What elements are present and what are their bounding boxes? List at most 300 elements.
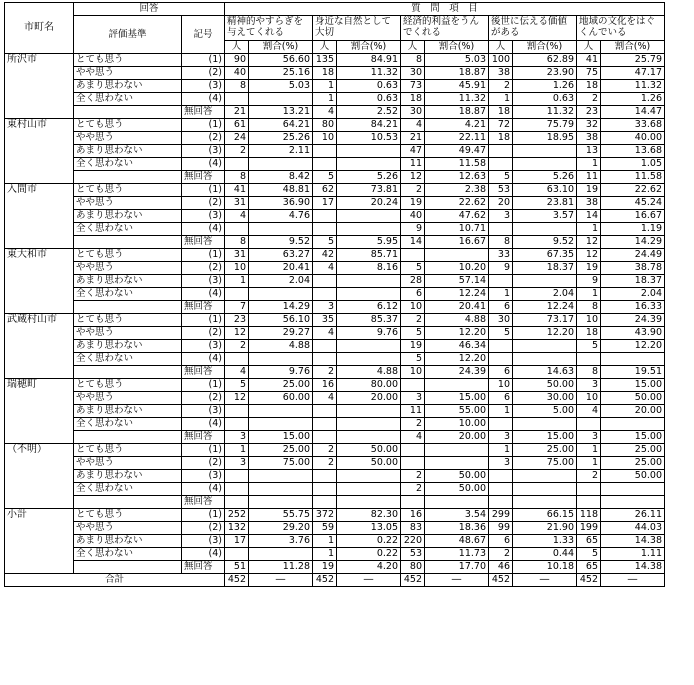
people-cell: 12 bbox=[577, 235, 601, 248]
total-people-cell: 452 bbox=[577, 573, 601, 586]
people-cell: 5 bbox=[577, 547, 601, 560]
ratio-cell: 25.00 bbox=[601, 443, 665, 456]
question-header-5: 地域の文化をはぐくんでいる bbox=[577, 16, 665, 41]
table-row bbox=[5, 118, 665, 131]
people-cell: 17 bbox=[313, 196, 337, 209]
survey-table-sheet bbox=[4, 2, 665, 587]
symbol-cell: 無回答 bbox=[182, 560, 225, 573]
people-cell: 372 bbox=[313, 508, 337, 521]
ratio-cell: 2.04 bbox=[513, 287, 577, 300]
ratio-subheader: 割合(%) bbox=[425, 40, 489, 53]
people-cell: 3 bbox=[225, 430, 249, 443]
ratio-cell: 80.00 bbox=[337, 378, 401, 391]
people-cell: 6 bbox=[489, 534, 513, 547]
ratio-cell: 50.00 bbox=[425, 482, 489, 495]
ratio-cell bbox=[513, 222, 577, 235]
symbol-cell: (1) bbox=[182, 443, 225, 456]
ratio-cell: 0.63 bbox=[337, 79, 401, 92]
ratio-cell bbox=[513, 274, 577, 287]
people-cell: 10 bbox=[577, 391, 601, 404]
symbol-cell: 無回答 bbox=[182, 235, 225, 248]
people-cell: 12 bbox=[225, 391, 249, 404]
criteria-label bbox=[74, 235, 182, 248]
ratio-cell bbox=[513, 482, 577, 495]
ratio-cell: 12.24 bbox=[425, 287, 489, 300]
people-cell: 18 bbox=[401, 92, 425, 105]
total-label: 合計 bbox=[5, 573, 225, 586]
table-row bbox=[5, 443, 665, 456]
people-cell: 1 bbox=[577, 443, 601, 456]
ratio-cell: 66.15 bbox=[513, 508, 577, 521]
people-cell bbox=[401, 378, 425, 391]
people-cell: 3 bbox=[313, 300, 337, 313]
people-cell: 118 bbox=[577, 508, 601, 521]
people-cell: 1 bbox=[313, 92, 337, 105]
table-row bbox=[5, 261, 665, 274]
ratio-cell: 15.00 bbox=[513, 430, 577, 443]
criteria-label: あまり思わない bbox=[74, 339, 182, 352]
total-people-cell: 452 bbox=[225, 573, 249, 586]
ratio-cell: 4.88 bbox=[337, 365, 401, 378]
people-cell: 23 bbox=[225, 313, 249, 326]
criteria-label: とても思う bbox=[74, 443, 182, 456]
people-cell: 1 bbox=[489, 404, 513, 417]
table-row bbox=[5, 339, 665, 352]
city-column-header: 市町名 bbox=[5, 3, 74, 54]
ratio-cell: 4.21 bbox=[425, 118, 489, 131]
people-cell: 10 bbox=[401, 300, 425, 313]
people-cell bbox=[489, 274, 513, 287]
ratio-cell: 49.47 bbox=[425, 144, 489, 157]
ratio-cell: 45.24 bbox=[601, 196, 665, 209]
ratio-cell: 9.76 bbox=[249, 365, 313, 378]
criteria-label bbox=[74, 560, 182, 573]
people-cell bbox=[401, 443, 425, 456]
ratio-cell: 1.26 bbox=[513, 79, 577, 92]
criteria-label: とても思う bbox=[74, 378, 182, 391]
people-cell bbox=[313, 339, 337, 352]
people-cell: 1 bbox=[489, 443, 513, 456]
ratio-cell bbox=[513, 495, 577, 508]
symbol-cell: (4) bbox=[182, 222, 225, 235]
people-cell: 59 bbox=[313, 521, 337, 534]
ratio-cell: 2.04 bbox=[249, 274, 313, 287]
criteria-label: あまり思わない bbox=[74, 534, 182, 547]
ratio-cell bbox=[337, 222, 401, 235]
table-row bbox=[5, 365, 665, 378]
people-cell bbox=[577, 495, 601, 508]
ratio-cell: 15.00 bbox=[601, 430, 665, 443]
people-cell: 199 bbox=[577, 521, 601, 534]
people-cell: 10 bbox=[225, 261, 249, 274]
ratio-cell bbox=[249, 482, 313, 495]
ratio-cell: 1.26 bbox=[601, 92, 665, 105]
symbol-cell: (3) bbox=[182, 79, 225, 92]
ratio-cell: 36.90 bbox=[249, 196, 313, 209]
ratio-cell: 13.05 bbox=[337, 521, 401, 534]
criteria-label: とても思う bbox=[74, 183, 182, 196]
table-row bbox=[5, 196, 665, 209]
ratio-cell: 1.19 bbox=[601, 222, 665, 235]
table-row bbox=[5, 313, 665, 326]
ratio-cell: 25.00 bbox=[513, 443, 577, 456]
symbol-cell: (3) bbox=[182, 209, 225, 222]
ratio-cell: 9.52 bbox=[513, 235, 577, 248]
people-cell bbox=[401, 248, 425, 261]
ratio-cell: 5.03 bbox=[249, 79, 313, 92]
table-row bbox=[5, 235, 665, 248]
people-cell: 53 bbox=[401, 547, 425, 560]
people-cell: 2 bbox=[313, 365, 337, 378]
symbol-cell: (4) bbox=[182, 352, 225, 365]
people-cell: 5 bbox=[401, 326, 425, 339]
people-cell: 24 bbox=[225, 131, 249, 144]
people-cell: 2 bbox=[489, 547, 513, 560]
ratio-cell: 5.00 bbox=[513, 404, 577, 417]
people-cell: 5 bbox=[225, 378, 249, 391]
symbol-cell: (2) bbox=[182, 196, 225, 209]
table-row bbox=[5, 534, 665, 547]
ratio-cell: 17.70 bbox=[425, 560, 489, 573]
ratio-cell bbox=[337, 287, 401, 300]
people-cell: 2 bbox=[401, 417, 425, 430]
people-cell bbox=[489, 352, 513, 365]
ratio-cell: 84.91 bbox=[337, 53, 401, 66]
criteria-label: あまり思わない bbox=[74, 144, 182, 157]
people-cell: 30 bbox=[489, 313, 513, 326]
ratio-cell: 22.62 bbox=[601, 183, 665, 196]
table-row bbox=[5, 157, 665, 170]
people-cell: 1 bbox=[577, 222, 601, 235]
symbol-cell: 無回答 bbox=[182, 365, 225, 378]
people-cell: 10 bbox=[489, 378, 513, 391]
people-cell bbox=[313, 209, 337, 222]
people-cell: 4 bbox=[313, 261, 337, 274]
people-cell bbox=[313, 157, 337, 170]
people-cell bbox=[401, 456, 425, 469]
people-cell: 14 bbox=[401, 235, 425, 248]
people-cell: 30 bbox=[401, 105, 425, 118]
ratio-cell: 0.22 bbox=[337, 547, 401, 560]
symbol-cell: 無回答 bbox=[182, 300, 225, 313]
people-cell: 46 bbox=[489, 560, 513, 573]
people-cell bbox=[313, 482, 337, 495]
ratio-cell bbox=[513, 469, 577, 482]
ratio-subheader: 割合(%) bbox=[337, 40, 401, 53]
total-people-cell: 452 bbox=[489, 573, 513, 586]
ratio-cell bbox=[513, 144, 577, 157]
table-row bbox=[5, 105, 665, 118]
ratio-cell: 75.79 bbox=[513, 118, 577, 131]
symbol-cell: (4) bbox=[182, 92, 225, 105]
ratio-cell: 43.90 bbox=[601, 326, 665, 339]
people-cell: 4 bbox=[225, 209, 249, 222]
people-cell: 53 bbox=[489, 183, 513, 196]
people-cell: 2 bbox=[401, 469, 425, 482]
ratio-cell bbox=[249, 92, 313, 105]
symbol-cell: (4) bbox=[182, 287, 225, 300]
people-cell bbox=[489, 222, 513, 235]
people-cell: 28 bbox=[401, 274, 425, 287]
people-subheader: 人 bbox=[577, 40, 601, 53]
people-cell: 17 bbox=[225, 534, 249, 547]
people-cell: 4 bbox=[313, 105, 337, 118]
symbol-cell: (1) bbox=[182, 53, 225, 66]
symbol-cell: (3) bbox=[182, 469, 225, 482]
people-cell: 1 bbox=[313, 534, 337, 547]
ratio-cell bbox=[337, 274, 401, 287]
ratio-cell bbox=[337, 144, 401, 157]
table-row bbox=[5, 92, 665, 105]
symbol-cell: (1) bbox=[182, 508, 225, 521]
ratio-cell: 75.00 bbox=[249, 456, 313, 469]
ratio-cell: 55.00 bbox=[425, 404, 489, 417]
table-row bbox=[5, 391, 665, 404]
ratio-cell: 22.11 bbox=[425, 131, 489, 144]
people-cell: 18 bbox=[577, 79, 601, 92]
people-cell: 299 bbox=[489, 508, 513, 521]
table-row bbox=[5, 79, 665, 92]
people-cell bbox=[225, 222, 249, 235]
ratio-cell: 11.58 bbox=[601, 170, 665, 183]
symbol-cell: (3) bbox=[182, 404, 225, 417]
people-cell: 19 bbox=[313, 560, 337, 573]
criteria-label: とても思う bbox=[74, 248, 182, 261]
criteria-label: やや思う bbox=[74, 196, 182, 209]
ratio-cell: 11.32 bbox=[601, 79, 665, 92]
people-cell: 31 bbox=[225, 196, 249, 209]
ratio-cell: 16.33 bbox=[601, 300, 665, 313]
ratio-cell: 6.12 bbox=[337, 300, 401, 313]
table-row bbox=[5, 300, 665, 313]
ratio-cell bbox=[249, 417, 313, 430]
ratio-cell bbox=[337, 157, 401, 170]
people-cell: 2 bbox=[401, 313, 425, 326]
city-name: 東村山市 bbox=[5, 118, 74, 183]
table-row bbox=[5, 469, 665, 482]
people-cell bbox=[225, 287, 249, 300]
people-cell: 8 bbox=[401, 53, 425, 66]
people-cell: 9 bbox=[401, 222, 425, 235]
ratio-cell: 50.00 bbox=[601, 469, 665, 482]
table-row bbox=[5, 521, 665, 534]
people-cell bbox=[489, 339, 513, 352]
ratio-cell: 25.16 bbox=[249, 66, 313, 79]
ratio-cell: 5.26 bbox=[337, 170, 401, 183]
ratio-cell bbox=[337, 209, 401, 222]
people-cell: 100 bbox=[489, 53, 513, 66]
ratio-cell: 85.71 bbox=[337, 248, 401, 261]
criteria-label: やや思う bbox=[74, 521, 182, 534]
criteria-label: 全く思わない bbox=[74, 92, 182, 105]
ratio-cell: 29.20 bbox=[249, 521, 313, 534]
criteria-label: とても思う bbox=[74, 118, 182, 131]
criteria-label: 全く思わない bbox=[74, 417, 182, 430]
people-cell bbox=[313, 144, 337, 157]
symbol-cell: (3) bbox=[182, 144, 225, 157]
ratio-cell bbox=[425, 456, 489, 469]
people-cell bbox=[489, 469, 513, 482]
ratio-cell bbox=[337, 404, 401, 417]
ratio-cell: 10.18 bbox=[513, 560, 577, 573]
people-cell: 6 bbox=[401, 287, 425, 300]
people-cell: 83 bbox=[401, 521, 425, 534]
ratio-cell bbox=[249, 352, 313, 365]
total-row bbox=[5, 573, 665, 586]
people-cell: 9 bbox=[577, 274, 601, 287]
symbol-cell: (4) bbox=[182, 417, 225, 430]
people-cell bbox=[225, 417, 249, 430]
symbol-cell: (2) bbox=[182, 261, 225, 274]
criteria-label: 全く思わない bbox=[74, 547, 182, 560]
people-cell: 8 bbox=[489, 235, 513, 248]
ratio-cell: 84.21 bbox=[337, 118, 401, 131]
ratio-cell: 9.52 bbox=[249, 235, 313, 248]
table-row bbox=[5, 456, 665, 469]
criteria-label: とても思う bbox=[74, 53, 182, 66]
criteria-label: あまり思わない bbox=[74, 274, 182, 287]
people-cell bbox=[313, 404, 337, 417]
people-cell bbox=[225, 352, 249, 365]
ratio-cell bbox=[249, 157, 313, 170]
people-cell: 3 bbox=[489, 209, 513, 222]
survey-table bbox=[4, 2, 665, 587]
ratio-cell: 14.38 bbox=[601, 534, 665, 547]
ratio-cell: 50.00 bbox=[337, 443, 401, 456]
ratio-cell: 22.62 bbox=[425, 196, 489, 209]
people-cell: 12 bbox=[225, 326, 249, 339]
ratio-cell: 2.52 bbox=[337, 105, 401, 118]
ratio-cell: 46.34 bbox=[425, 339, 489, 352]
people-cell: 11 bbox=[401, 157, 425, 170]
people-cell bbox=[489, 157, 513, 170]
ratio-cell bbox=[425, 495, 489, 508]
ratio-cell: 29.27 bbox=[249, 326, 313, 339]
ratio-cell: 26.11 bbox=[601, 508, 665, 521]
people-cell: 4 bbox=[401, 430, 425, 443]
people-cell: 135 bbox=[313, 53, 337, 66]
people-cell: 38 bbox=[489, 66, 513, 79]
people-cell: 2 bbox=[401, 183, 425, 196]
ratio-cell: 50.00 bbox=[425, 469, 489, 482]
people-cell: 5 bbox=[313, 170, 337, 183]
people-cell: 2 bbox=[313, 443, 337, 456]
table-row bbox=[5, 183, 665, 196]
people-cell: 21 bbox=[401, 131, 425, 144]
ratio-cell: 67.35 bbox=[513, 248, 577, 261]
total-ratio-cell: ― bbox=[425, 573, 489, 586]
ratio-subheader: 割合(%) bbox=[513, 40, 577, 53]
ratio-cell: 63.27 bbox=[249, 248, 313, 261]
people-cell: 8 bbox=[577, 365, 601, 378]
criteria-label: 全く思わない bbox=[74, 157, 182, 170]
people-cell: 9 bbox=[489, 261, 513, 274]
symbol-cell: (1) bbox=[182, 118, 225, 131]
answer-header: 回答 bbox=[74, 3, 225, 16]
criteria-label bbox=[74, 430, 182, 443]
symbol-cell: (1) bbox=[182, 183, 225, 196]
ratio-cell: 62.89 bbox=[513, 53, 577, 66]
ratio-cell: 5.95 bbox=[337, 235, 401, 248]
symbol-cell: 無回答 bbox=[182, 170, 225, 183]
ratio-cell: 64.21 bbox=[249, 118, 313, 131]
symbol-cell: (4) bbox=[182, 157, 225, 170]
people-cell bbox=[225, 469, 249, 482]
ratio-cell bbox=[425, 443, 489, 456]
people-cell bbox=[401, 495, 425, 508]
ratio-cell: 2.11 bbox=[249, 144, 313, 157]
ratio-cell: 16.67 bbox=[601, 209, 665, 222]
symbol-cell: (2) bbox=[182, 456, 225, 469]
criteria-label: とても思う bbox=[74, 508, 182, 521]
people-cell: 1 bbox=[225, 443, 249, 456]
people-cell bbox=[313, 274, 337, 287]
ratio-cell: 50.00 bbox=[513, 378, 577, 391]
symbol-cell: (1) bbox=[182, 248, 225, 261]
people-cell: 18 bbox=[489, 131, 513, 144]
criteria-label bbox=[74, 495, 182, 508]
criteria-label: やや思う bbox=[74, 456, 182, 469]
ratio-cell: 13.21 bbox=[249, 105, 313, 118]
people-cell: 1 bbox=[577, 456, 601, 469]
people-cell: 1 bbox=[313, 547, 337, 560]
ratio-cell: 82.30 bbox=[337, 508, 401, 521]
people-cell: 35 bbox=[313, 313, 337, 326]
symbol-cell: (4) bbox=[182, 482, 225, 495]
people-cell: 5 bbox=[313, 235, 337, 248]
people-cell: 5 bbox=[401, 261, 425, 274]
symbol-cell: (1) bbox=[182, 378, 225, 391]
ratio-cell: 16.67 bbox=[425, 235, 489, 248]
people-cell bbox=[577, 417, 601, 430]
ratio-cell: 10.71 bbox=[425, 222, 489, 235]
people-cell: 42 bbox=[313, 248, 337, 261]
criteria-label: あまり思わない bbox=[74, 79, 182, 92]
ratio-cell: 50.00 bbox=[601, 391, 665, 404]
ratio-cell: 25.00 bbox=[249, 443, 313, 456]
ratio-cell: 1.33 bbox=[513, 534, 577, 547]
ratio-cell: 56.10 bbox=[249, 313, 313, 326]
ratio-cell: 2.38 bbox=[425, 183, 489, 196]
people-cell: 80 bbox=[313, 118, 337, 131]
criteria-label: やや思う bbox=[74, 261, 182, 274]
people-cell: 5 bbox=[401, 352, 425, 365]
ratio-cell bbox=[601, 495, 665, 508]
people-cell: 1 bbox=[489, 287, 513, 300]
table-row bbox=[5, 404, 665, 417]
people-cell: 3 bbox=[577, 430, 601, 443]
ratio-cell: 24.39 bbox=[425, 365, 489, 378]
ratio-cell: 56.60 bbox=[249, 53, 313, 66]
people-cell: 2 bbox=[225, 339, 249, 352]
ratio-cell: 12.20 bbox=[513, 326, 577, 339]
people-cell: 19 bbox=[401, 196, 425, 209]
ratio-cell: 25.26 bbox=[249, 131, 313, 144]
people-cell bbox=[225, 495, 249, 508]
people-cell: 4 bbox=[401, 118, 425, 131]
table-row bbox=[5, 417, 665, 430]
table-row bbox=[5, 274, 665, 287]
people-cell: 252 bbox=[225, 508, 249, 521]
ratio-cell: 14.29 bbox=[601, 235, 665, 248]
ratio-cell: 63.10 bbox=[513, 183, 577, 196]
criteria-label: 全く思わない bbox=[74, 352, 182, 365]
people-cell: 2 bbox=[225, 144, 249, 157]
criteria-label: とても思う bbox=[74, 313, 182, 326]
criteria-label bbox=[74, 365, 182, 378]
criteria-label bbox=[74, 300, 182, 313]
people-cell: 38 bbox=[577, 131, 601, 144]
